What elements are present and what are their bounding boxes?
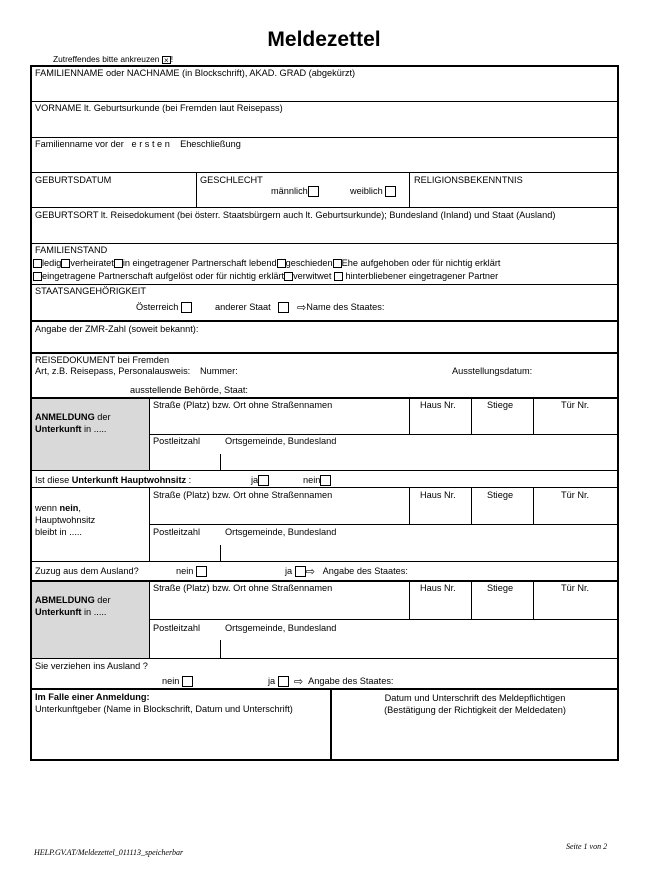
unterkunftgeber-label: Unterkunftgeber (Name in Blockschrift, Datum und Unterschrift) xyxy=(35,704,293,714)
abmeldung-stiege-label: Stiege xyxy=(487,583,514,593)
maennlich-option: männlich xyxy=(271,186,319,197)
zuzug-nein-checkbox[interactable] xyxy=(196,566,207,577)
reisedokument-art-label: Art, z.B. Reisepass, Personalausweis: xyxy=(35,366,191,376)
maennlich-checkbox[interactable] xyxy=(308,186,319,197)
erste-ehe-input[interactable] xyxy=(32,151,617,171)
arrow-right-icon: ⇨ xyxy=(305,566,315,578)
anmeldung-plz-label: Postleitzahl xyxy=(153,436,200,446)
partnerschaft-checkbox[interactable] xyxy=(114,259,123,268)
reisedokument-nummer-label: Nummer: xyxy=(200,366,238,376)
geburtsort-input[interactable] xyxy=(32,222,617,242)
geburtsdatum-label: GEBURTSDATUM xyxy=(35,175,112,185)
verwitwet-checkbox[interactable] xyxy=(284,272,293,281)
abmeldung-haus-label: Haus Nr. xyxy=(420,583,456,593)
reisedokument-behoerde-label: ausstellende Behörde, Staat: xyxy=(130,385,248,395)
weiblich-option: weiblich xyxy=(350,186,396,197)
hauptwohnsitz-nein-checkbox[interactable] xyxy=(320,475,331,486)
anmeldung-gemeinde-label: Ortsgemeinde, Bundesland xyxy=(225,436,337,446)
meldepflichtiger-signature-field[interactable] xyxy=(333,716,617,759)
partnerschaft-aufgeloest-checkbox[interactable] xyxy=(33,272,42,281)
familienname-input[interactable] xyxy=(32,80,617,100)
footer-page-number: Seite 1 von 2 xyxy=(566,842,608,851)
reisedokument-title: REISEDOKUMENT bei Fremden xyxy=(35,355,170,365)
abmeldung-tuer-label: Tür Nr. xyxy=(561,583,590,593)
zuzug-ja: ja ⇨ Angabe des Staates: xyxy=(285,566,408,578)
staatsangehoerigkeit-label: STAATSANGEHÖRIGKEIT xyxy=(35,286,146,296)
im-falle-title: Im Falle einer Anmeldung: xyxy=(35,692,150,702)
verziehen-label: Sie verziehen ins Ausland ? xyxy=(35,661,148,671)
familienstand-row1: ledig verheiratet in eingetragener Partnerschaft lebend geschieden Ehe aufgehoben oder für nichtig erklärt xyxy=(33,258,500,269)
anmeldung-tuer-label: Tür Nr. xyxy=(561,400,590,410)
unterkunftgeber-signature-field[interactable] xyxy=(32,716,328,759)
arrow-right-icon: ⇨ xyxy=(297,302,307,314)
oesterreich-checkbox[interactable] xyxy=(181,302,192,313)
weiblich-checkbox[interactable] xyxy=(385,186,396,197)
verziehen-nein-checkbox[interactable] xyxy=(182,676,193,687)
verziehen-ja-checkbox[interactable] xyxy=(278,676,289,687)
zmr-input[interactable] xyxy=(32,336,617,351)
hauptwohnsitz-question: Ist diese Unterkunft Hauptwohnsitz : xyxy=(35,475,192,485)
instruction-text: Zutreffendes bitte ankreuzen × ! xyxy=(53,54,174,65)
reisedokument-datum-label: Ausstellungsdatum: xyxy=(452,366,533,376)
familienstand-row2: eingetragene Partnerschaft aufgelöst oder für nichtig erklärt verwitwet hinterbliebener eingetragener Partner xyxy=(33,271,498,282)
page-title: Meldezettel xyxy=(267,28,381,51)
hws-plz-label: Postleitzahl xyxy=(153,527,200,537)
abmeldung-strasse-label: Straße (Platz) bzw. Ort ohne Straßennamen xyxy=(153,583,333,593)
meldepflichtiger-label: Datum und Unterschrift des Meldepflichtigen (Bestätigung der Richtigkeit der Meldedaten) xyxy=(384,693,566,715)
abmeldung-shade xyxy=(32,581,149,659)
hws-haus-label: Haus Nr. xyxy=(420,490,456,500)
hws-strasse-label: Straße (Platz) bzw. Ort ohne Straßennamen xyxy=(153,490,333,500)
arrow-right-icon: ⇨ xyxy=(293,676,304,688)
hws-stiege-label: Stiege xyxy=(487,490,514,500)
anmeldung-strasse-label: Straße (Platz) bzw. Ort ohne Straßennamen xyxy=(153,400,333,410)
hws-gemeinde-label: Ortsgemeinde, Bundesland xyxy=(225,527,337,537)
checked-box-icon: × xyxy=(162,56,171,64)
abmeldung-label: ABMELDUNG der Unterkunft in ..... xyxy=(35,595,111,617)
religion-input[interactable] xyxy=(411,187,617,206)
oesterreich-option: Österreich xyxy=(136,302,192,313)
anmeldung-stiege-label: Stiege xyxy=(487,400,514,410)
vorname-input[interactable] xyxy=(32,115,617,136)
ledig-checkbox[interactable] xyxy=(33,259,42,268)
geschlecht-label: GESCHLECHT xyxy=(200,175,263,185)
hinterbliebener-checkbox[interactable] xyxy=(334,272,343,281)
anderer-staat-option: anderer Staat ⇨Name des Staates: xyxy=(215,302,385,314)
hauptwohnsitz-ja-checkbox[interactable] xyxy=(258,475,269,486)
erste-ehe-label: Familienname vor der e r s t e n Eheschließung xyxy=(35,139,241,149)
hauptwohnsitz-nein: nein xyxy=(303,475,331,486)
verziehen-ja: ja ⇨ Angabe des Staates: xyxy=(268,676,394,688)
hws-tuer-label: Tür Nr. xyxy=(561,490,590,500)
vorname-label: VORNAME lt. Geburtsurkunde (bei Fremden laut Reisepass) xyxy=(35,103,283,113)
abmeldung-gemeinde-label: Ortsgemeinde, Bundesland xyxy=(225,623,337,633)
zmr-label: Angabe der ZMR-Zahl (soweit bekannt): xyxy=(35,324,199,334)
abmeldung-plz-label: Postleitzahl xyxy=(153,623,200,633)
hauptwohnsitz-ja: ja xyxy=(251,475,269,486)
familienname-label: FAMILIENNAME oder NACHNAME (in Blockschrift), AKAD. GRAD (abgekürzt) xyxy=(35,68,356,78)
anmeldung-haus-label: Haus Nr. xyxy=(420,400,456,410)
wenn-nein-label: wenn nein, Hauptwohnsitz bleibt in ..... xyxy=(35,503,96,537)
footer-source: HELP.GV.AT/Meldezettel_011113_speicherbar xyxy=(34,848,184,857)
religion-label: RELIGIONSBEKENNTNIS xyxy=(414,175,523,185)
zuzug-nein: nein xyxy=(176,566,207,577)
zuzug-ja-checkbox[interactable] xyxy=(295,566,306,577)
anmeldung-label: ANMELDUNG der Unterkunft in ..... xyxy=(35,412,111,434)
verziehen-nein: nein xyxy=(162,676,193,687)
geburtsdatum-input[interactable] xyxy=(32,187,195,206)
ehe-aufgehoben-checkbox[interactable] xyxy=(333,259,342,268)
geschieden-checkbox[interactable] xyxy=(277,259,286,268)
geburtsort-label: GEBURTSORT lt. Reisedokument (bei österr. Staatsbürgern auch lt. Geburtsurkunde); Bundesland (Inland) und Staat (Ausland) xyxy=(35,210,556,220)
anderer-staat-checkbox[interactable] xyxy=(278,302,289,313)
zuzug-label: Zuzug aus dem Ausland? xyxy=(35,566,139,576)
familienstand-label: FAMILIENSTAND xyxy=(35,245,108,255)
